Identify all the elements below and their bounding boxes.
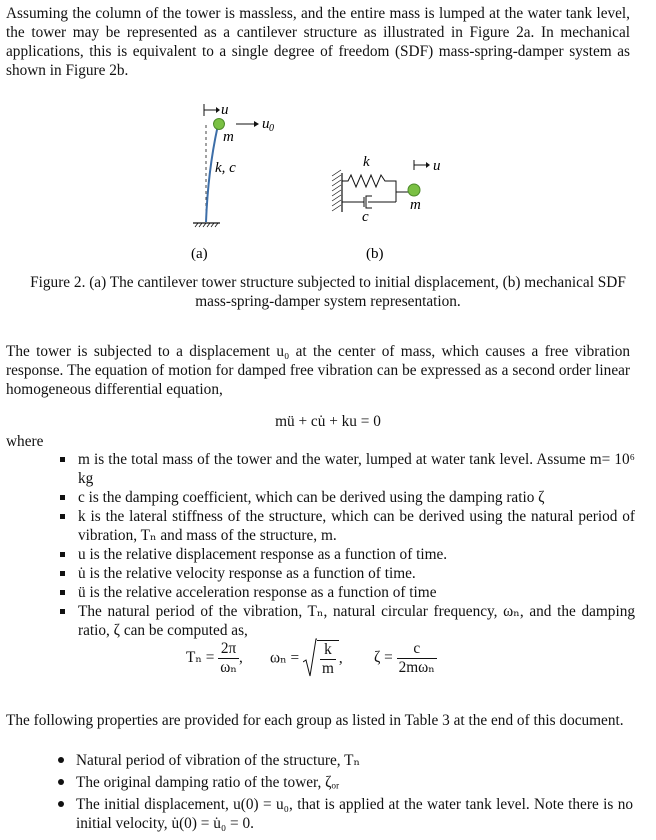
tn-numerator: 2π <box>218 640 239 659</box>
zeta-denominator: 2mωₙ <box>398 659 435 676</box>
def-item: The natural period of the vibration, Tₙ, natural circular frequency, ωₙ, and the damping ratio, ζ can be computed as, <box>60 602 635 640</box>
fig-b-u-label: u <box>433 158 441 174</box>
zeta-numerator: c <box>397 640 437 659</box>
prop-item: The initial displacement, u(0) = u₀, that is applied at the water tank level. Note there is no initial velocity, u̇(0) = u̇₀ = 0. <box>58 795 633 833</box>
prop-item: Natural period of vibration of the structure, Tₙ <box>58 751 633 770</box>
zeta-lhs: ζ = <box>374 649 393 667</box>
prop-item: The original damping ratio of the tower, ζₒᵣ <box>58 773 633 792</box>
def-item: ü is the relative acceleration response as a function of time <box>60 583 635 602</box>
def-item: k is the lateral stiffness of the structure, which can be derived using the natural period of vibration, Tₙ and mass of the structure, m. <box>60 507 635 545</box>
tn-denominator: ωₙ <box>220 659 237 676</box>
where-label: where <box>6 433 44 450</box>
paragraph-3: The following properties are provided for each group as listed in Table 3 at the end of this document. <box>6 712 624 729</box>
fig-a-u0-label: u <box>262 116 270 132</box>
fig-a-u-label: u <box>221 102 229 118</box>
tn-formula <box>186 640 243 677</box>
fig-b-k-label: k <box>363 154 370 170</box>
wn-denominator: m <box>321 660 334 677</box>
def-item: m is the total mass of the tower and the water, lumped at water tank level. Assume m= 10⁶ kg <box>60 450 635 488</box>
fig-a-mass-label: m <box>223 129 234 145</box>
fig-a-tag: (a) <box>191 246 208 262</box>
intro-paragraph: Assuming the column of the tower is massless, and the entire mass is lumped at the water tank level, the tower may be represented as a cantilever structure as illustrated in Figure 2a. In mechanical applications, this is equivalent to a single degree of freedom (SDF) mass-spring-damper system as shown in Figure 2b. <box>6 5 630 79</box>
fig-b-mass-label: m <box>410 197 421 213</box>
fig-a-u0-sub: 0 <box>269 123 274 134</box>
wn-lhs: ωₙ = <box>270 649 300 667</box>
sqrt-sign <box>303 638 317 678</box>
tn-comma: , <box>238 649 243 667</box>
figure-caption-line-1: Figure 2. (a) The cantilever tower structure subjected to initial displacement, (b) mechanical SDF <box>30 274 626 291</box>
fig-b-tag: (b) <box>366 246 384 262</box>
equation-of-motion: mü + cu̇ + ku = 0 <box>275 413 381 430</box>
def-item: u is the relative displacement response as a function of time. <box>60 545 635 564</box>
fig-b-c-label: c <box>362 209 369 225</box>
figure-caption-line-2: mass-spring-damper system representation. <box>195 293 461 310</box>
tn-lhs: Tₙ = <box>186 649 215 667</box>
zeta-formula <box>374 640 437 677</box>
properties-list <box>58 751 633 833</box>
paragraph-2: The tower is subjected to a displacement u₀ at the center of mass, which causes a free vibration response. The equation of motion for damped free vibration can be expressed as a second order linear homogeneous differential equation, <box>6 343 630 398</box>
wn-formula <box>270 640 343 678</box>
definition-list <box>60 450 635 640</box>
def-item: c is the damping coefficient, which can be derived using the damping ratio ζ <box>60 488 635 507</box>
figure-2 <box>0 0 656 270</box>
fig-a-kc-label: k, c <box>215 160 236 176</box>
wn-numerator: k <box>320 641 336 660</box>
wn-comma: , <box>338 649 343 667</box>
def-item: u̇ is the relative velocity response as a function of time. <box>60 564 635 583</box>
